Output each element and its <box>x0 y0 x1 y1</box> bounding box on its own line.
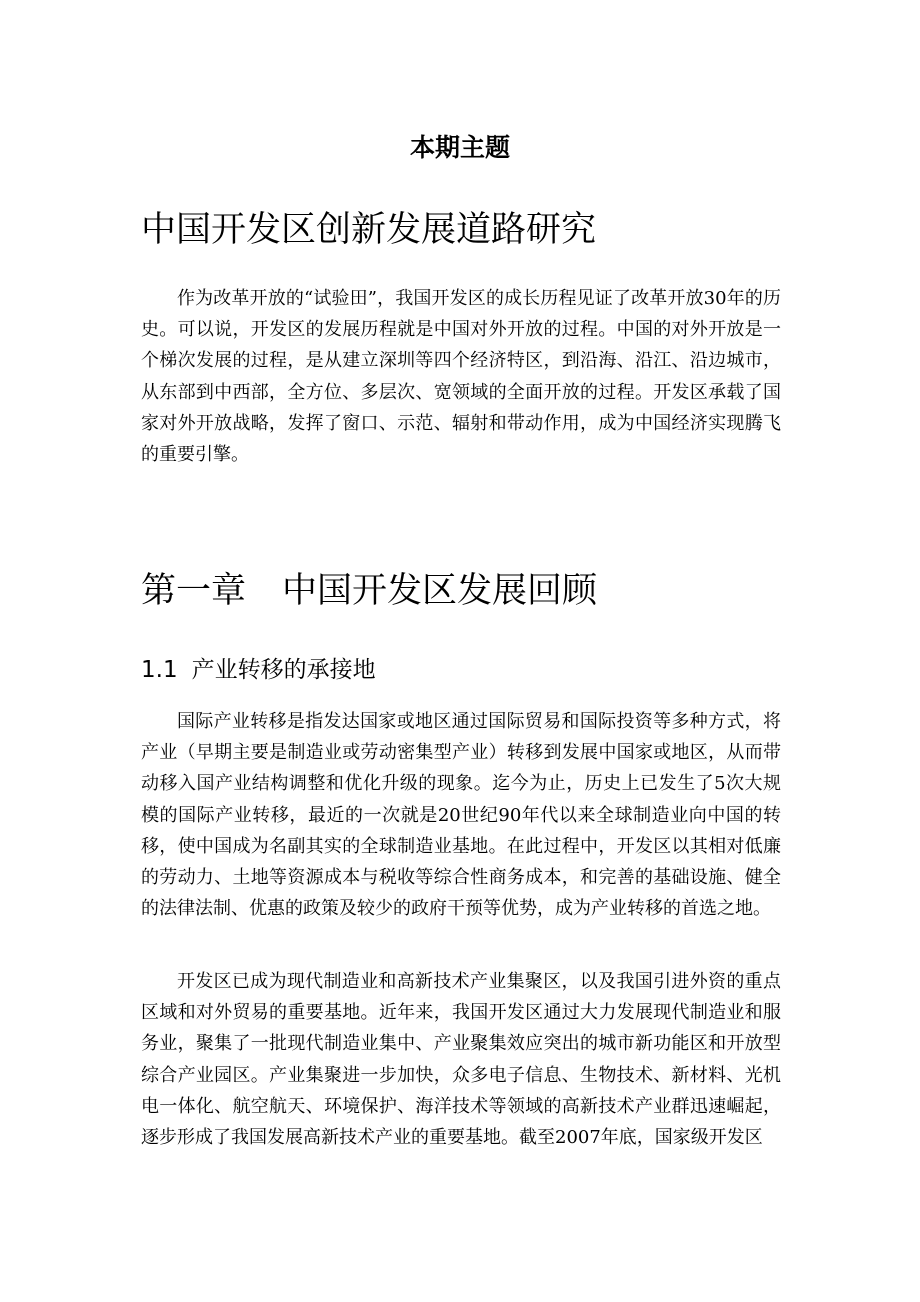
chapter-number: 第一章 <box>141 571 247 611</box>
page-title: 中国开发区创新发展道路研究 <box>141 210 597 250</box>
section-number: 1.1 <box>141 657 178 683</box>
section-heading <box>141 650 781 690</box>
intro-paragraph: 作为改革开放的“试验田”，我国开发区的成长历程见证了改革开放30年的历史。可以说，开发区的发展历程就是中国对外开放的过程。中国的对外开放是一个梯次发展的过程，是从建立深圳等四个经济特区，到沿海、沿江、沿边城市，从东部到中西部，全方位、多层次、宽领域的全面开放的过程。开发区承载了国家对外开放战略，发挥了窗口、示范、辐射和带动作用，成为中国经济实现腾飞的重要引擎。 <box>141 288 781 466</box>
body-paragraph: 开发区已成为现代制造业和高新技术产业集聚区，以及我国引进外资的重点区域和对外贸易的重要基地。近年来，我国开发区通过大力发展现代制造业和服务业，聚集了一批现代制造业集中、产业聚集效应突出的城市新功能区和开放型综合产业园区。产业集聚进一步加快，众多电子信息、生物技术、新材料、光机电一体化、航空航天、环境保护、海洋技术等领域的高新技术产业群迅速崛起，逐步形成了我国发展高新技术产业的重要基地。截至2007年底，国家级开发区 <box>141 971 781 1149</box>
body-paragraph: 国际产业转移是指发达国家或地区通过国际贸易和国际投资等多种方式，将产业（早期主要是制造业或劳动密集型产业）转移到发展中国家或地区，从而带动移入国产业结构调整和优化升级的现象。迄今为止，历史上已发生了5次大规模的国际产业转移，最近的一次就是20世纪90年代以来全球制造业向中国的转移，使中国成为名副其实的全球制造业基地。在此过程中，开发区以其相对低廉的劳动力、土地等资源成本与税收等综合性商务成本，和完善的基础设施、健全的法律法制、优惠的政策及较少的政府干预等优势，成为产业转移的首选之地。 <box>141 711 781 920</box>
kicker-heading: 本期主题 <box>409 133 510 162</box>
chapter-heading <box>141 564 781 618</box>
chapter-title: 中国开发区发展回顾 <box>282 571 598 611</box>
section-title: 产业转移的承接地 <box>191 657 376 683</box>
